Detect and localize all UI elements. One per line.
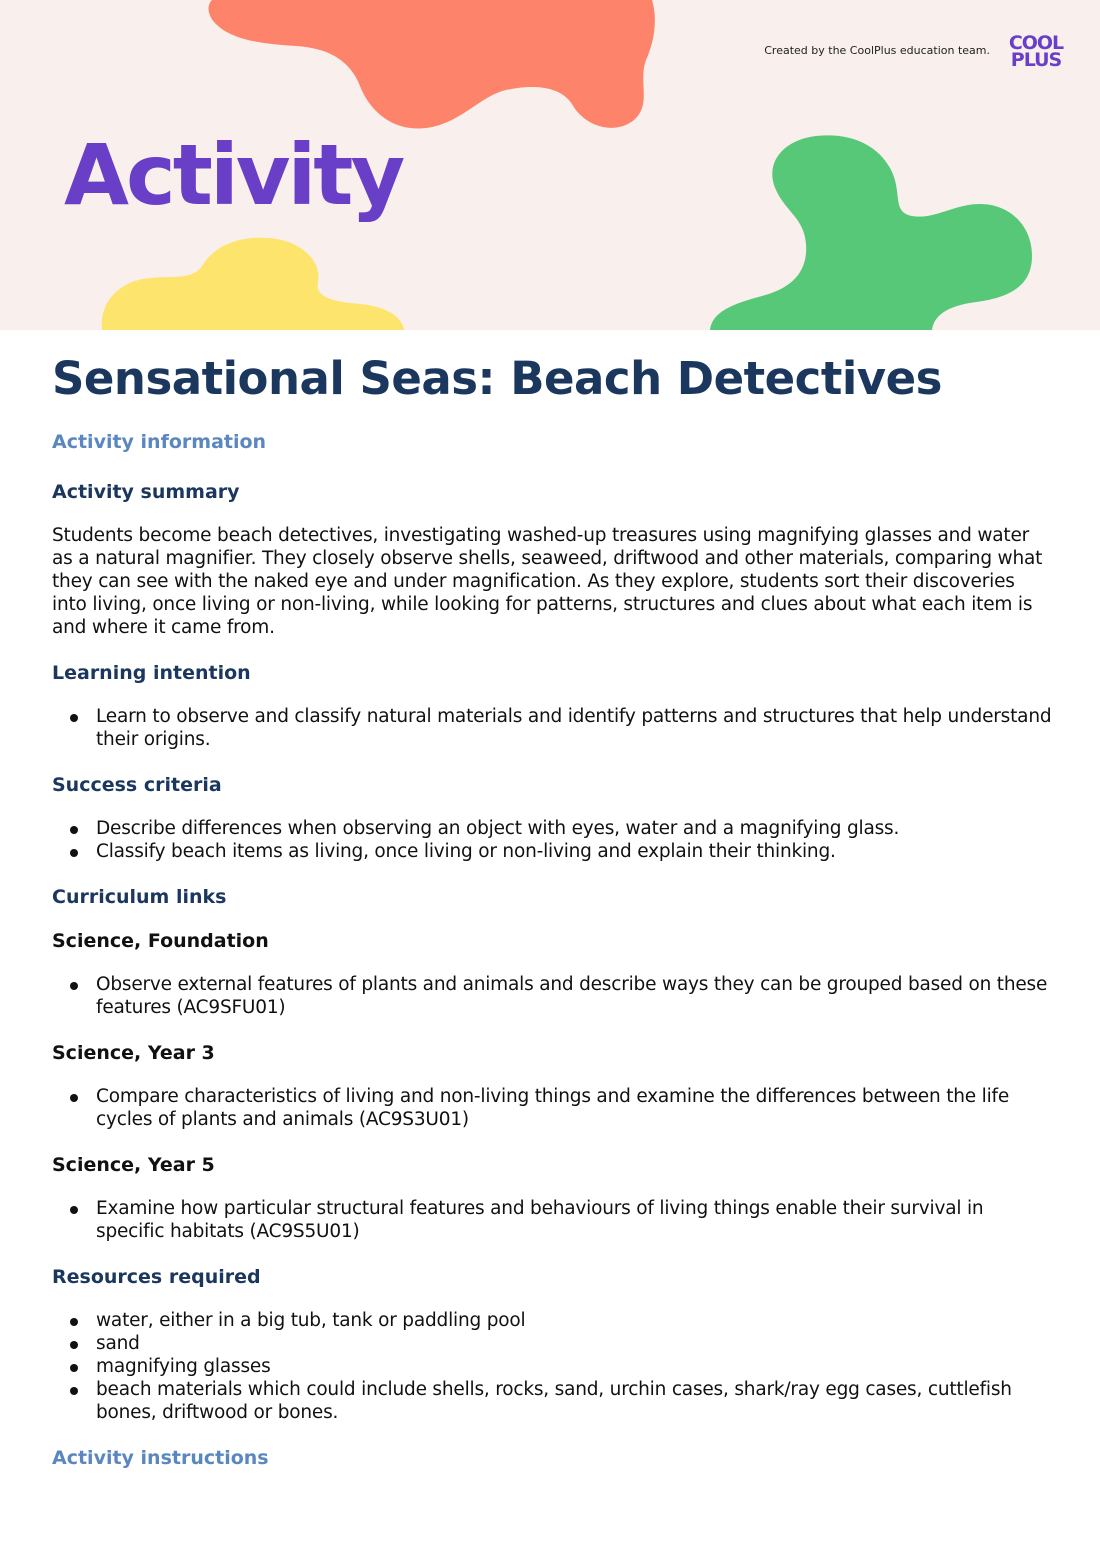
activity-information-heading: Activity information [52, 431, 267, 453]
list-item-text: Observe external features of plants and animals and describe ways they can be grouped based on these features (AC9SFU01) [96, 974, 1048, 1018]
credit-text: Created by the CoolPlus education team. [764, 44, 990, 57]
success-criteria-list [52, 817, 1052, 863]
green-paint-blob [706, 132, 1040, 330]
list-item [52, 705, 1052, 751]
list-item [52, 1355, 1052, 1378]
curriculum-year3-heading: Science, Year 3 [52, 1042, 215, 1064]
curriculum-foundation-list [52, 973, 1052, 1019]
coral-paint-blob [200, 0, 660, 140]
learning-intention-list [52, 705, 1052, 751]
coolplus-logo[interactable] [1004, 32, 1068, 71]
curriculum-year5-list [52, 1197, 1052, 1243]
list-item-text: water, either in a big tub, tank or paddling pool [96, 1310, 526, 1331]
list-item-text: beach materials which could include shells, rocks, sand, urchin cases, shark/ray egg cases, cuttlefish bones, driftwood or bones. [96, 1379, 1012, 1423]
curriculum-foundation-heading: Science, Foundation [52, 930, 269, 952]
activity-summary-heading: Activity summary [52, 481, 240, 503]
list-item-text: Classify beach items as living, once living or non-living and explain their thinking. [96, 841, 836, 862]
list-item [52, 1309, 1052, 1332]
list-item-text: sand [96, 1333, 140, 1354]
bullet-icon [70, 1206, 78, 1214]
yellow-paint-blob [98, 232, 408, 330]
list-item [52, 817, 1052, 840]
learning-intention-heading: Learning intention [52, 662, 251, 684]
header-banner [0, 0, 1100, 330]
document-title: Sensational Seas: Beach Detectives [52, 352, 942, 405]
list-item [52, 840, 1052, 863]
resources-required-heading: Resources required [52, 1266, 261, 1288]
list-item [52, 1378, 1052, 1424]
logo-line-plus: PLUS [1010, 49, 1062, 71]
bullet-icon [70, 714, 78, 722]
green-blob-shape [710, 135, 1032, 330]
coral-blob-shape [209, 0, 655, 129]
list-item [52, 1085, 1052, 1131]
document-body [52, 350, 1052, 1496]
curriculum-year5-heading: Science, Year 5 [52, 1154, 215, 1176]
success-criteria-heading: Success criteria [52, 774, 222, 796]
bullet-icon [70, 1364, 78, 1372]
list-item-text: Examine how particular structural features and behaviours of living things enable their survival in specific habitats (AC9S5U01) [96, 1198, 984, 1242]
bullet-icon [70, 982, 78, 990]
bullet-icon [70, 1094, 78, 1102]
curriculum-links-heading: Curriculum links [52, 886, 227, 908]
list-item-text: Describe differences when observing an object with eyes, water and a magnifying glass. [96, 818, 900, 839]
bullet-icon [70, 826, 78, 834]
list-item-text: magnifying glasses [96, 1356, 271, 1377]
curriculum-year3-list [52, 1085, 1052, 1131]
activity-instructions-heading: Activity instructions [52, 1447, 269, 1469]
activity-summary-text: Students become beach detectives, investigating washed-up treasures using magnifying glasses and water as a natural magnifier. They closely observe shells, seaweed, driftwood and other materials, comparing what they can see with the naked eye and under magnification. As they explore, students sort their discoveries into living, once living or non-living, while looking for patterns, structures and clues about what each item is and where it came from. [52, 525, 1043, 638]
list-item [52, 1332, 1052, 1355]
bullet-icon [70, 849, 78, 857]
banner-title: Activity [64, 126, 403, 224]
logo-line-cool: COOL [1008, 32, 1064, 54]
list-item [52, 1197, 1052, 1243]
list-item-text: Compare characteristics of living and non-living things and examine the differences between the life cycles of plants and animals (AC9S3U01) [96, 1086, 1010, 1130]
bullet-icon [70, 1318, 78, 1326]
list-item [52, 973, 1052, 1019]
bullet-icon [70, 1341, 78, 1349]
bullet-icon [70, 1387, 78, 1395]
list-item-text: Learn to observe and classify natural materials and identify patterns and structures that help understand their origins. [96, 706, 1052, 750]
resources-list [52, 1309, 1052, 1424]
yellow-blob-shape [102, 238, 404, 330]
